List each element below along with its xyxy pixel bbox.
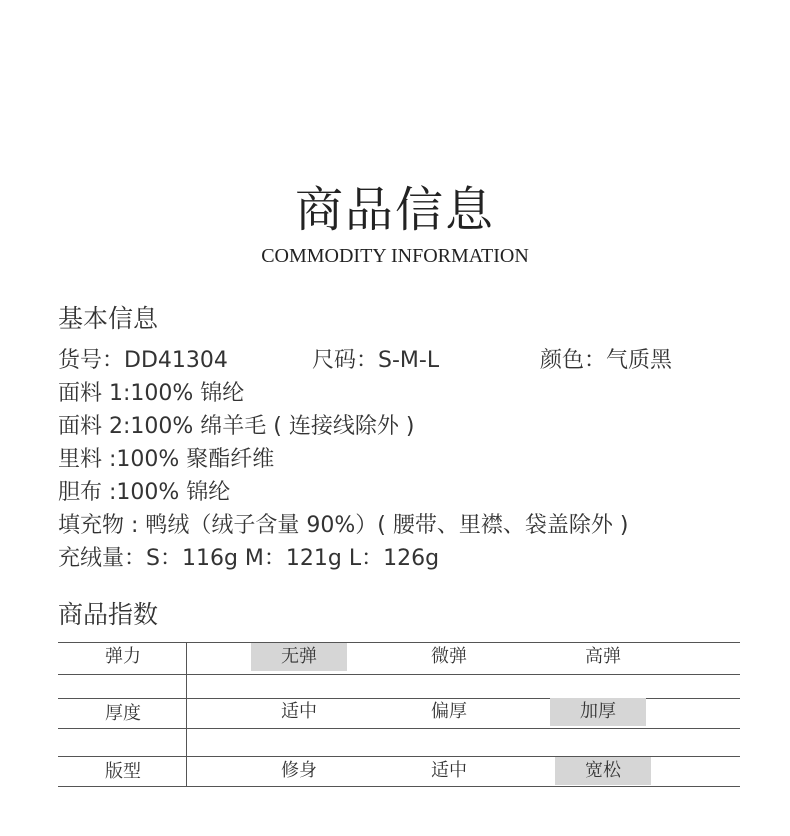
product-index-heading: 商品指数	[58, 600, 159, 629]
fabric-2: 面料 2:100% 绵羊毛 ( 连接线除外 )	[58, 414, 415, 439]
item-number: 货号：DD41304	[58, 348, 228, 373]
basic-info-heading: 基本信息	[58, 304, 159, 333]
option-slightly-thick: 偏厚	[431, 701, 467, 722]
page-subtitle: COMMODITY INFORMATION	[261, 245, 529, 267]
option-extra-thick: 加厚	[550, 698, 646, 726]
index-label-thickness: 厚度	[105, 703, 141, 724]
table-rule	[58, 786, 740, 787]
index-label-elasticity: 弹力	[105, 646, 141, 667]
filling: 填充物 : 鸭绒（绒子含量 90%）( 腰带、里襟、袋盖除外 )	[58, 513, 629, 538]
lining: 里料 :100% 聚酯纤维	[58, 447, 275, 472]
color-value: 颜色：气质黑	[540, 348, 673, 373]
option-high-stretch: 高弹	[585, 646, 621, 667]
index-label-fit: 版型	[105, 761, 141, 782]
liner: 胆布 :100% 锦纶	[58, 480, 231, 505]
fabric-1: 面料 1:100% 锦纶	[58, 381, 245, 406]
option-loose-fit: 宽松	[555, 757, 651, 785]
table-divider	[186, 642, 187, 787]
table-rule	[58, 728, 740, 729]
option-moderate-thickness: 适中	[281, 701, 317, 722]
option-slim-fit: 修身	[281, 760, 317, 781]
page-title: 商品信息	[294, 182, 495, 238]
option-regular-fit: 适中	[431, 760, 467, 781]
size-range: 尺码：S-M-L	[312, 348, 440, 373]
table-rule	[58, 674, 740, 675]
fill-amount: 充绒量：S：116g M：121g L：126g	[58, 546, 440, 571]
option-no-stretch: 无弹	[251, 643, 347, 671]
option-slight-stretch: 微弹	[431, 646, 467, 667]
